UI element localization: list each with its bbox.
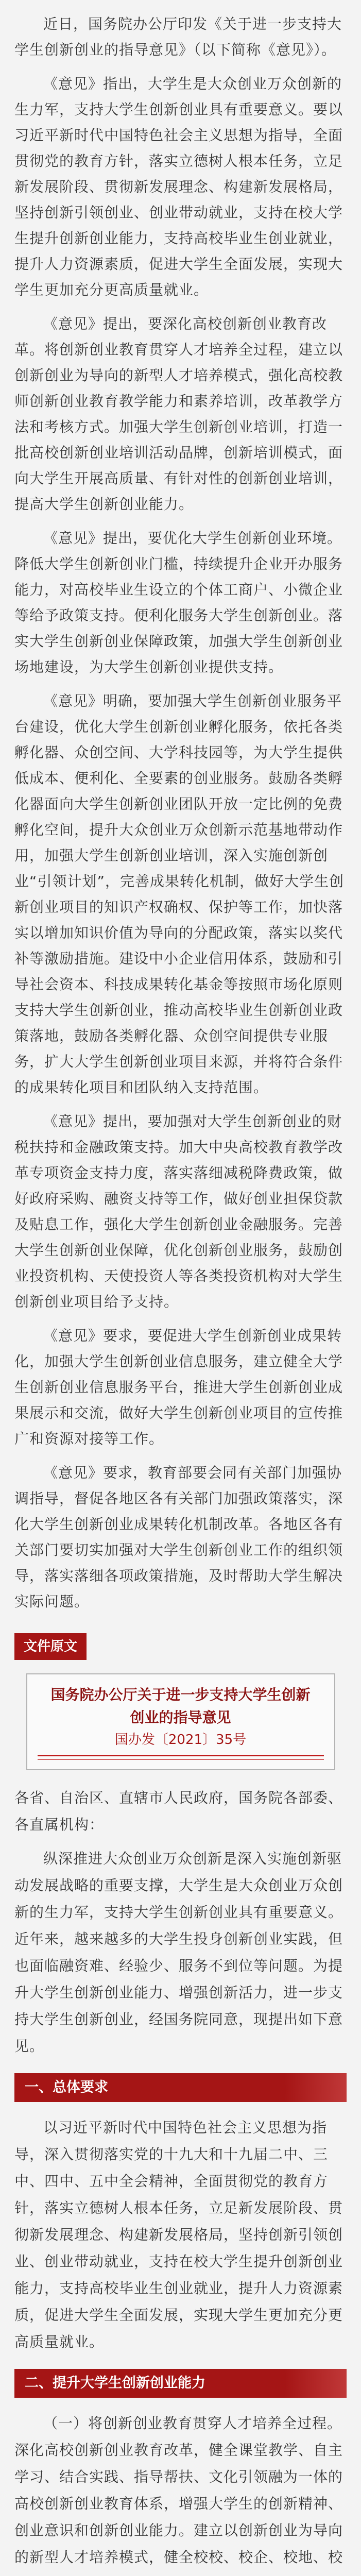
opening-paragraph: 纵深推进大众创业万众创新是深入实施创新驱动发展战略的重要支撑，大学生是大众创业万众创新的生力军，支持大学生创新创业具有重要意义。近年来，越来越多的大学生投身创新创业实践，但也面临融资难、经验少、服务不到位等问题。为提升大学生创新创业能力、增强创新活力，进一步支持大学生创新创业，经国务院同意，现提出如下意见。 — [14, 1850, 343, 2055]
document-number: 国办发〔2021〕35号 — [114, 1732, 247, 1748]
section-heading: 一、总体要求 — [14, 2073, 347, 2102]
document-title-line1: 国务院办公厅关于进一步支持大学生创新 — [50, 1686, 311, 1703]
opening-section — [14, 1845, 347, 2060]
intro-paragraph: 《意见》明确，要加强大学生创新创业服务平台建设，优化大学生创新创业孵化服务，依托各类孵化器、众创空间、大学科技园等，为大学生提供低成本、便利化、全要素的创业服务。鼓励各类孵化器面向大学生创新创业团队开放一定比例的免费孵化空间，提升大众创业万众创新示范基地带动作用，加强大学生创新创业培训，深入实施创新创业“引领计划”，完善成果转化机制，做好大学生创新创业项目的知识产权确权、保护等工作，加快落实以增加知识价值为导向的分配政策，落实以奖代补等激励措施。建设中小企业信用体系，鼓励和引导社会资本、科技成果转化基金等按照市场化原则支持大学生创新创业，推动高校毕业生创新创业政策落地，鼓励各类孵化器、众创空间提供专业服务，扩大大学生创新创业项目来源，并将符合条件的成果转化项目和团队纳入支持范围。 — [14, 692, 345, 1096]
intro-paragraph: 《意见》指出，大学生是大众创业万众创新的生力军，支持大学生创新创业具有重要意义。要以习近平新时代中国特色社会主义思想为指导，全面贯彻党的教育方针，落实立德树人根本任务，立足新发展阶段、贯彻新发展理念、构建新发展格局，坚持创新引领创业、创业带动就业，支持在校大学生提升创新创业能力，支持高校毕业生创业就业，提升人力资源素质，促进大学生全面发展，实现大学生更加充分更高质量就业。 — [14, 75, 343, 298]
intro-paragraph: 《意见》提出，要深化高校创新创业教育改革。将创新创业教育贯穿人才培养全过程，建立以创新创业为导向的新型人才培养模式，强化高校教师创新创业教育教学能力和素养培训，改革教学方法和考核方式。加强大学生创新创业培训，打造一批高校创新创业培训活动品牌，创新培训模式，面向大学生开展高质量、有针对性的创新创业培训，提高大学生创新创业能力。 — [14, 315, 343, 513]
document-sections — [14, 2073, 347, 2576]
intro-section — [14, 11, 347, 1615]
section-label-original-text: 文件原文 — [14, 1633, 87, 1660]
document-title-line2: 创业的指导意见 — [130, 1709, 231, 1726]
salutation: 各省、自治区、直辖市人民政府，国务院各部委、各直属机构： — [14, 1789, 343, 1833]
intro-paragraph: 近日，国务院办公厅印发《关于进一步支持大学生创新创业的指导意见》（以下简称《意见》）。 — [14, 15, 342, 58]
document-header-box — [26, 1673, 335, 1770]
intro-paragraph: 《意见》提出，要加强对大学生创新创业的财税扶持和金融政策支持。加大中央高校教育教学改革专项资金支持力度，落实落细减税降费政策，做好政府采购、融资支持等工作，做好创业担保贷款及贴息工作，强化大学生创新创业金融服务。完善大学生创新创业保障，优化创新创业服务，鼓励创业投资机构、天使投资人等各类投资机构对大学生创新创业项目给予支持。 — [14, 1113, 343, 1310]
section-paragraph: 以习近平新时代中国特色社会主义思想为指导，深入贯彻落实党的十九大和十九届二中、三中、四中、五中全会精神，全面贯彻党的教育方针，落实立德树人根本任务，立足新发展阶段、贯彻新发展理念、构建新发展格局，坚持创新引领创业、创业带动就业，支持在校大学生提升创新创业能力，支持高校毕业生创业就业，提升人力资源素质，促进大学生全面发展，实现大学生更加充分更高质量就业。 — [14, 2119, 343, 2350]
red-rule-thin — [38, 1759, 324, 1760]
intro-paragraph: 《意见》提出，要优化大学生创新创业环境。降低大学生创新创业门槛，持续提升企业开办服务能力，对高校毕业生设立的个体工商户、小微企业等给予政策支持。便利化服务大学生创新创业。落实大学生创新创业保障政策，加强大学生创新创业场地建设，为大学生创新创业提供支持。 — [14, 530, 343, 675]
red-rule-thick — [38, 1755, 324, 1756]
intro-paragraph: 《意见》要求，要促进大学生创新创业成果转化，加强大学生创新创业信息服务，建立健全大学生创新创业信息服务平台，推进大学生创新创业成果展示和交流，做好大学生创新创业项目的宣传推广和资源对接等工作。 — [14, 1327, 343, 1447]
section-heading: 二、提升大学生创新创业能力 — [14, 2369, 347, 2398]
intro-paragraph: 《意见》要求，教育部要会同有关部门加强协调指导，督促各地区各有关部门加强政策落实，深化大学生创新创业成果转化机制改革。各地区各有关部门要切实加强对大学生创新创业工作的组织领导，落实落细各项政策措施，及时帮助大学生解决实际问题。 — [14, 1464, 343, 1610]
section-paragraph: （一）将创新创业教育贯穿人才培养全过程。深化高校创新创业教育改革，健全课堂教学、自主学习、结合实践、指导帮扶、文化引领融为一体的高校创新创业教育体系，增强大学生的创新精神、创业意识和创新创业能力。建立以创新创业为导向的新型人才培养模式，健全校校、校企、校地、校 — [14, 2415, 343, 2566]
